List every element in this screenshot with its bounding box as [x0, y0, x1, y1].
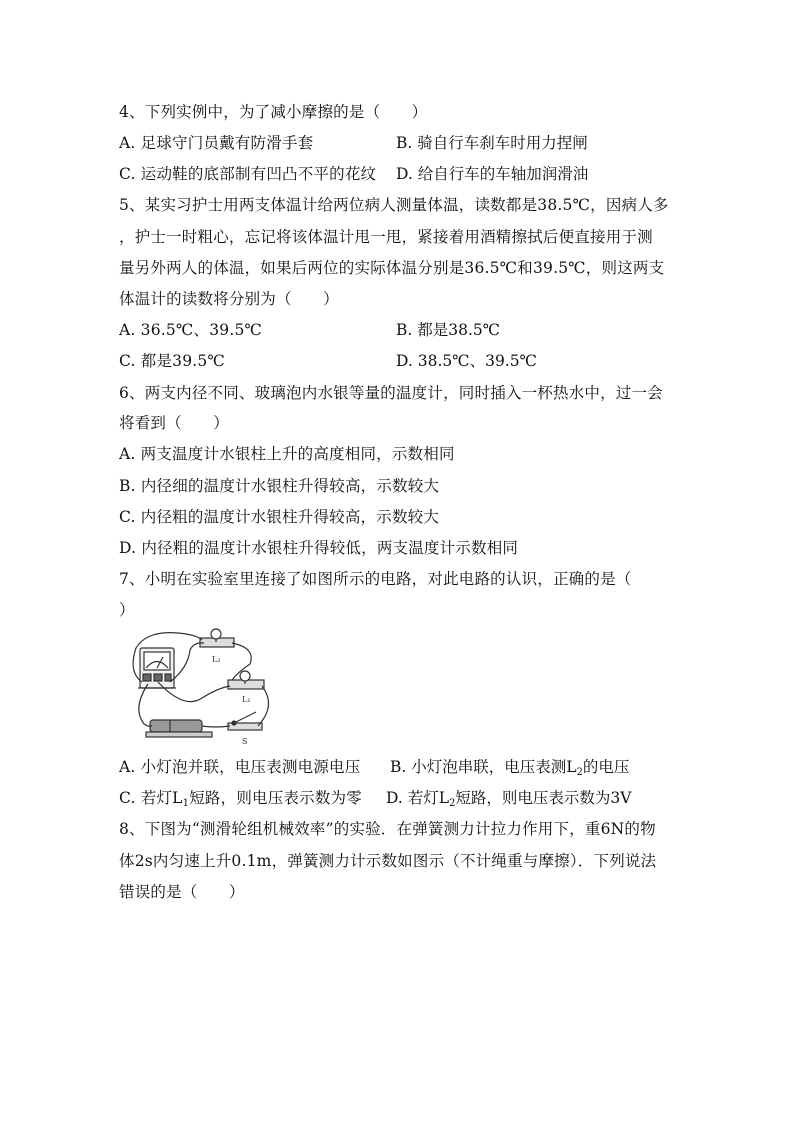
- q7-stem-line-1: 7、小明在实验室里连接了如图所示的电路，对此电路的认识，正确的是（: [119, 570, 632, 588]
- q7-option-d: D. 若灯$L_2$短路，则电压表示数为3V: [386, 789, 632, 809]
- q6-stem-line-1: 6、两支内径不同、玻璃泡内水银等量的温度计，同时插入一杯热水中，过一会: [119, 384, 663, 402]
- q5-option-b: B. 都是38.5℃: [396, 321, 501, 339]
- q8-stem-line-1: 8、下图为“测滑轮组机械效率”的实验．在弹簧测力计拉力作用下，重6N的物: [119, 820, 656, 838]
- q5-stem-line-4: 体温计的读数将分别为（ ）: [119, 290, 339, 308]
- q7-stem-line-2: ）: [119, 601, 135, 619]
- q7-option-b: B. 小灯泡串联，电压表测$L_2$的电压: [390, 758, 630, 778]
- q7-option-c: C. 若灯$L_1$短路，则电压表示数为零: [119, 789, 362, 809]
- q4-option-d: D. 给自行车的车轴加润滑油: [396, 165, 589, 183]
- q6-option-c: C. 内径粗的温度计水银柱升得较高，示数较大: [119, 508, 440, 526]
- q5-option-d: D. 38.5℃、39.5℃: [396, 352, 537, 370]
- circuit-diagram: [128, 628, 276, 746]
- q5-option-c: C. 都是39.5℃: [119, 352, 226, 370]
- q8-stem-line-3: 错误的是（ ）: [119, 883, 245, 901]
- q5-stem-line-2: ，护士一时粗心，忘记将该体温计甩一甩，紧接着用酒精擦拭后便直接用于测: [119, 228, 653, 246]
- label-l2: L₂: [212, 655, 221, 664]
- q4-option-c: C. 运动鞋的底部制有凹凸不平的花纹: [119, 165, 377, 183]
- q4-stem: 4、下列实例中，为了减小摩擦的是（ ）: [119, 103, 428, 121]
- q4-option-a: A. 足球守门员戴有防滑手套: [119, 134, 314, 152]
- q5-option-a: A. 36.5℃、39.5℃: [119, 321, 263, 339]
- q4-option-b: B. 骑自行车刹车时用力捏闸: [396, 134, 588, 152]
- q5-stem-line-1: 5、某实习护士用两支体温计给两位病人测量体温，读数都是38.5℃，因病人多: [119, 196, 669, 214]
- q6-option-d: D. 内径粗的温度计水银柱升得较低，两支温度计示数相同: [119, 539, 519, 557]
- q8-stem-line-2: 体2s内匀速上升0.1m，弹簧测力计示数如图示（不计绳重与摩擦）．下列说法: [119, 852, 657, 870]
- q7-option-a: A. 小灯泡并联，电压表测电源电压: [119, 758, 361, 776]
- q6-option-b: B. 内径细的温度计水银柱升得较高，示数较大: [119, 477, 440, 495]
- label-switch: S: [242, 737, 248, 746]
- q6-option-a: A. 两支温度计水银柱上升的高度相同，示数相同: [119, 445, 455, 463]
- label-l1: L₁: [242, 695, 251, 704]
- q6-stem-line-2: 将看到（ ）: [119, 414, 229, 432]
- q5-stem-line-3: 量另外两人的体温，如果后两位的实际体温分别是36.5℃和39.5℃，则这两支: [119, 259, 665, 277]
